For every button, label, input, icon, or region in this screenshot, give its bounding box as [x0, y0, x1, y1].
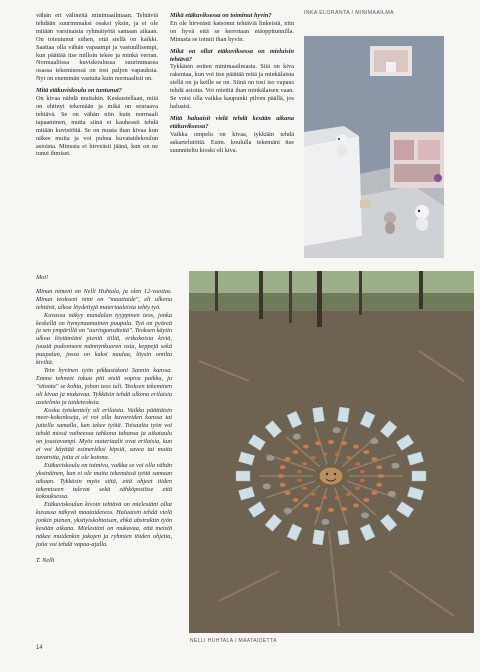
- letter-paragraph: Koska työskentely oli erilaista. Vaikka päättäisin meer-kokonkseja, ei voi olla kuvoreiden kanssa tai juttella samalla, kun tekee työtä. Toisaalta työn voi tehdä missä vaiheessa tahkona tahansa ja aikataulu on joustavampi. Myös materiaalit ovat erilaisia, kun ei voi käyttää esimerkiksi kipsiä, savea tai muita tavaroita, joita ei ole kotona.: [36, 406, 172, 461]
- letter-signature: T. Nelli: [36, 556, 55, 564]
- answer-paragraph: On kivaa nähdä muitakin. Keskustellaan, mitä on ehtinyt tekemään ja mikä on seuraava tehtävä. Se on vähän niin kuin normaali tapaaminen, mutta siinä ei kauheasti tehdä mitään kuvistöitä. Se on musta ihan kivaa kun näkee muita ja voi puhua kuvataidekoulun asioista. Minusta ei hirveästi jäänä, kun on ne tunut ihmiset.: [36, 95, 158, 158]
- question-heading: Mitä haluaisit vielä tehdä kesään aikana etäkuviksessa?: [170, 114, 294, 130]
- photo-caption: NELLI HUHTALA / MAATAIDETTA: [190, 638, 277, 644]
- letter-paragraph: Minun nimeni on Nelli Huhtala, ja olen 12-vuotias. Minun teokseni nimi on "maatiaide", eli ulkona tehtävä, ulkoa löydettyjä materiaaleista tehty työ.: [36, 287, 172, 311]
- letter-paragraph: Etäkuviskoulun kivoin tehtävä on mielestäni ollut kuvassa näkyvä maataideteos. Haluaisin tehdä vielä jonkin pienen, yksityiskohtaisen, ehkä abstraktin työn kesään aikana. Mielestäni on mukavaa, että meistä näkee muidenkin jakojen ja ryhmien töiden ohjeita, joita voi tehdä vapaa-ajalla.: [36, 501, 172, 548]
- answer-paragraph: En ole hirveästi katsonut tehtäviä linkeistä, niin on hyvä että se kerrotaan etäoppitunnilla. Minusta se toimii ihan hyvin.: [170, 19, 294, 43]
- running-head: INKA ELORANTA / MINIMAAILMA: [304, 10, 394, 16]
- letter-paragraph: Tein hyvinen työn pikkusiskoni Sannin kanssa. Emme tehneet tokua piti etsiä sopiva paikka, ja "sitoota" se kohta, johon teos tuli. Teoksen tekeminen oli kivaa ja mukavaa. Tykkäsin tehdä ulkona erilaisia asetelmia ja taideteoksia.: [36, 366, 172, 406]
- maataide-photo: [189, 271, 474, 633]
- question-heading: Mikä etäkuviksessa on toiminut hyvin?: [170, 12, 272, 19]
- page-number: 14: [36, 645, 43, 651]
- question-heading: Mikä on ollut etäkuviksessa on mieluisin tehtävä?: [170, 47, 294, 63]
- question-heading: Mitä etäkuviskoulu on tuntunut?: [36, 87, 122, 95]
- interview-column-2: [170, 12, 294, 157]
- letter-paragraph: Etäkuviskoulu on toimiva, vaikka se voi olla vähän yksinäinen, kun ei ole muita tekemässä työtä samaan aikaan. Tykkäsin myös siitä, että ohjeet tiiden tekemiseen tulevat sekä sähköpostitse että kokouksessa.: [36, 461, 173, 501]
- minimaailma-photo: [304, 36, 444, 258]
- letter-greeting: Moi!: [36, 274, 49, 281]
- letter-text: [36, 274, 172, 565]
- answer-paragraph: Tykkäsin eniten minimaailmasta. Sitä on kiva rakentaa, kun voi itse päättää mitä ja minkälaista siellä on ja keille se on. Siinä on tosi iso vapaus tehdä asioita. Voi miettiä ihan minkälaisen vaan. Se voisi olla vaikka kaupunki pilven päällä, jos haluaisi.: [170, 63, 294, 110]
- interview-column-1: [36, 12, 158, 161]
- answer-paragraph: Vaikka ompelu on kivaa, tykkään tehdä askartelutöitä. Esim. koululla tekemäni itse suunniteltu kioski oli kiva.: [170, 130, 294, 154]
- letter-paragraph: Kuvassa näkyy mandalan tyyppinen teos, jonka keskellä on hymynaamainen puupala. Työ on pyöreä ja sen ympärillä on "auringonsäteitä". Teoksen käytin ulkoa löytämiäni pieniä tiiliä, erikokoisia kiviä, joustä pudonneen männynkuoren osia, keppejä sekä puupalan, jossa on kaksi naulaa, löysin omilta kiviltä.: [36, 311, 172, 367]
- intro-paragraph: vähän eri välineitä minimaailmaan. Tehtäviä tehdään suurimmaksi osaksi yksin, ja ei ole mitään varsinaista ryhmätyötä samaan aikaan. On toteutunut siihen, että siellä on kaikki. Saattaa olla vähän vapaampi ja vastuullisempi, kun päättää itse milloin tekee ja minkä verran. Normaaliissa kuviskoulussa suurimmassa osassa tekemisessä on tosi paljon vapauksia. Nyt on enemmän vastuita kuin normaalisti on.: [36, 12, 158, 83]
